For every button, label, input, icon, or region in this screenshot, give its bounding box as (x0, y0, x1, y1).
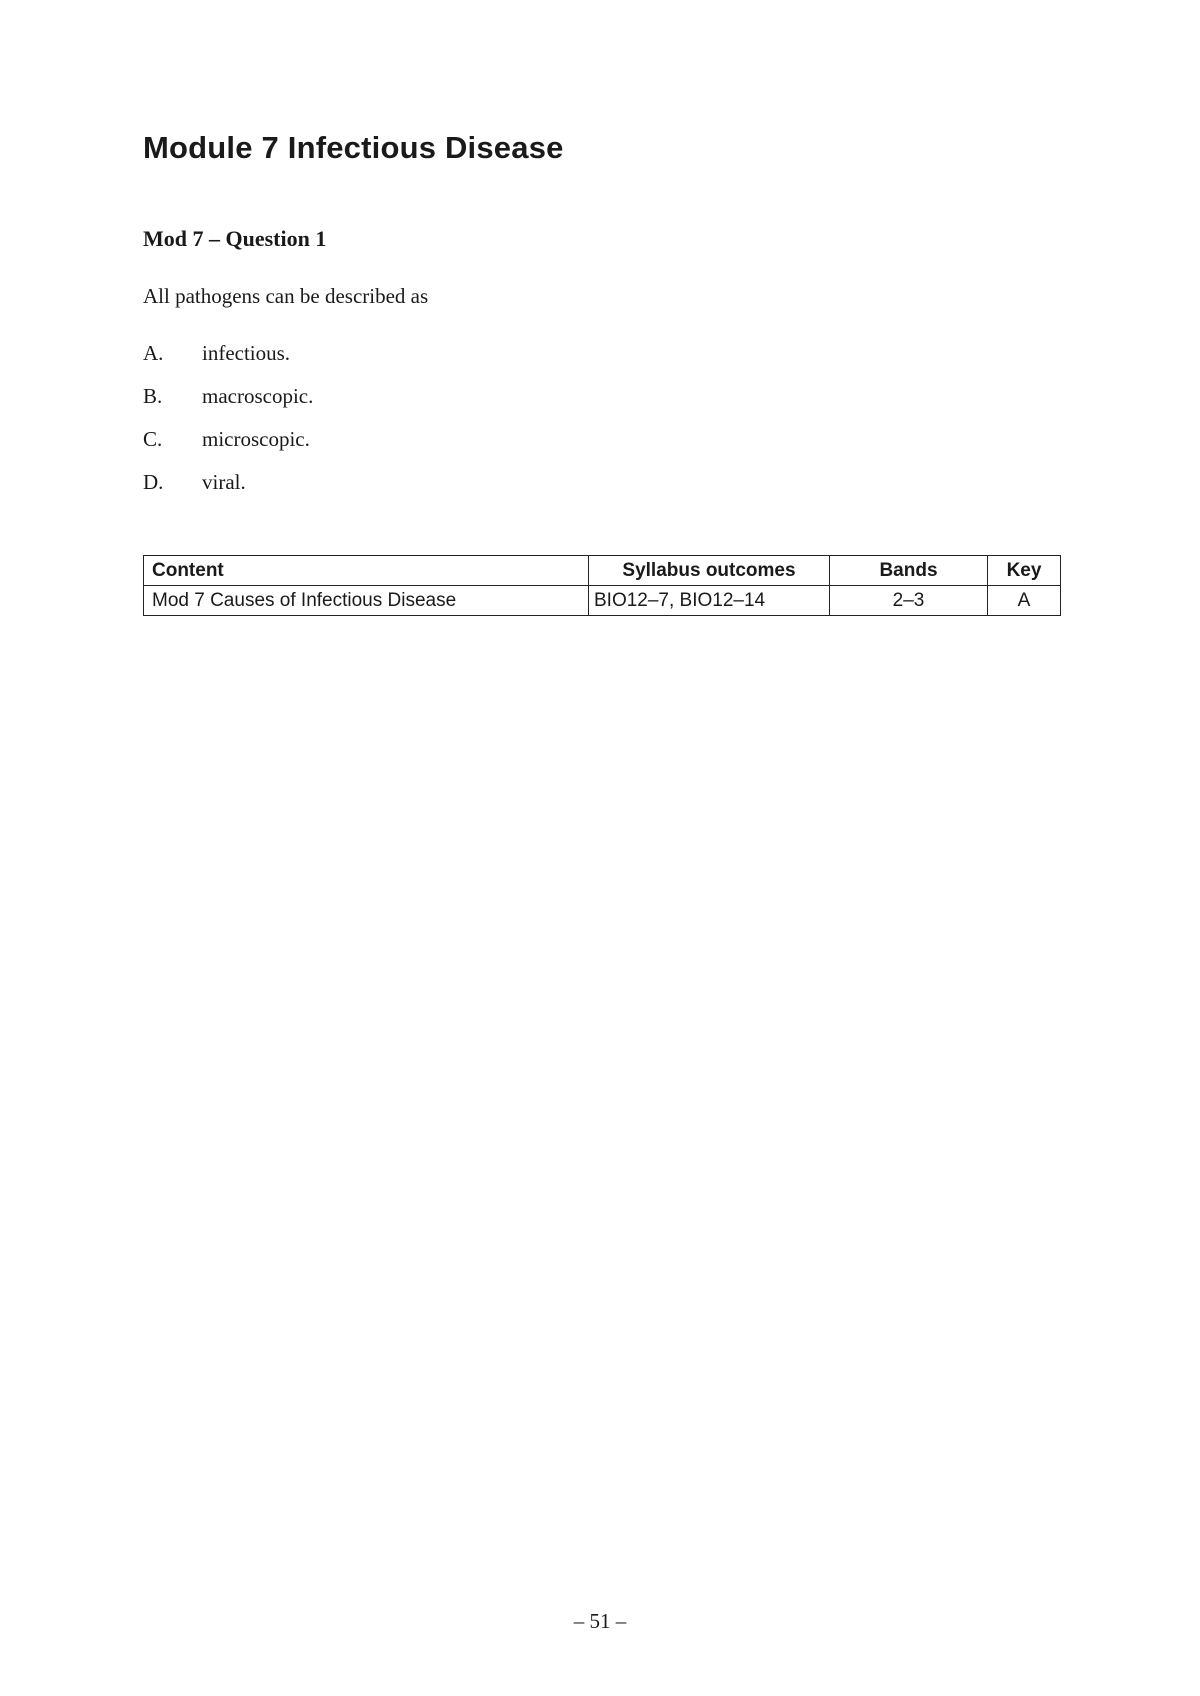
option-text: microscopic. (202, 427, 310, 451)
header-content: Content (144, 556, 589, 586)
option-a (143, 338, 313, 381)
question-stem: All pathogens can be described as (143, 284, 429, 308)
question-heading: Mod 7 – Question 1 (143, 226, 327, 251)
table-row (144, 586, 1061, 616)
page-number: – 51 – (573, 1609, 627, 1633)
header-syllabus-outcomes: Syllabus outcomes (589, 556, 830, 586)
option-c (143, 424, 313, 467)
option-text: infectious. (202, 341, 291, 365)
header-key: Key (988, 556, 1061, 586)
table-header-row (144, 556, 1061, 586)
header-bands: Bands (830, 556, 988, 586)
cell-bands: 2–3 (830, 586, 988, 616)
cell-syllabus-outcomes: BIO12–7, BIO12–14 (589, 586, 830, 616)
answer-options (143, 338, 313, 510)
option-letter: D. (143, 470, 164, 494)
cell-content: Mod 7 Causes of Infectious Disease (144, 586, 589, 616)
cell-key: A (988, 586, 1061, 616)
option-b (143, 381, 313, 424)
option-d (143, 467, 313, 510)
page-title: Module 7 Infectious Disease (143, 130, 564, 165)
outcomes-table (143, 555, 1061, 616)
option-letter: B. (143, 384, 163, 408)
option-text: viral. (202, 470, 246, 494)
option-text: macroscopic. (202, 384, 314, 408)
option-letter: C. (143, 427, 163, 451)
option-letter: A. (143, 341, 164, 365)
